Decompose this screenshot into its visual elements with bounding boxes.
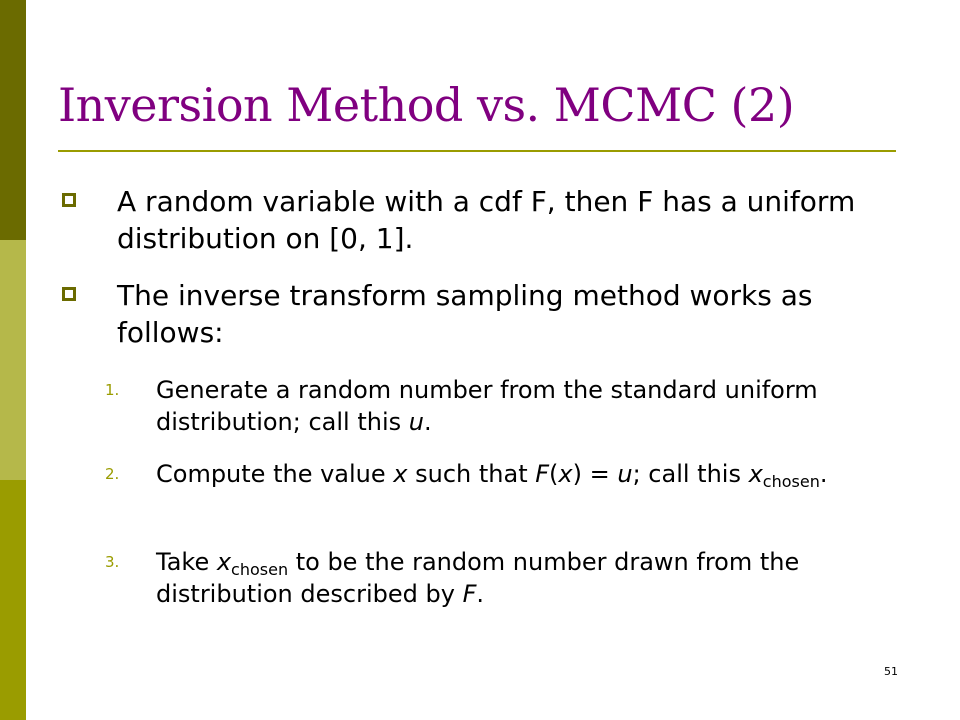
step-text: Generate a random number from the standard uniform distribution; call this u. [156, 376, 818, 436]
step-number: 2. [105, 465, 120, 483]
side-bar-bottom [0, 480, 26, 720]
bullet-text: The inverse transform sampling method works as follows: [117, 279, 813, 349]
bullet-text: A random variable with a cdf F, then F has a uniform distribution on [0, 1]. [117, 185, 856, 255]
page-number: 51 [884, 665, 898, 678]
numbered-step [105, 546, 895, 610]
numbered-step [105, 374, 895, 438]
bullet-item [62, 277, 902, 351]
bullet-item [62, 183, 902, 257]
numbered-step [105, 458, 895, 490]
step-text: Compute the value x such that F(x) = u; call this $x_{chosen}$. [156, 460, 828, 491]
step-number: 3. [105, 553, 120, 571]
slide-title: Inversion Method vs. MCMC (2) [58, 78, 795, 132]
title-underline [58, 150, 896, 152]
step-text: Take $x_{chosen}$ to be the random number drawn from the distribution described by F. [156, 548, 800, 608]
square-bullet-icon [62, 287, 76, 301]
side-bar-middle [0, 240, 26, 480]
step-number: 1. [105, 381, 120, 399]
side-bar-top [0, 0, 26, 240]
square-bullet-icon [62, 193, 76, 207]
